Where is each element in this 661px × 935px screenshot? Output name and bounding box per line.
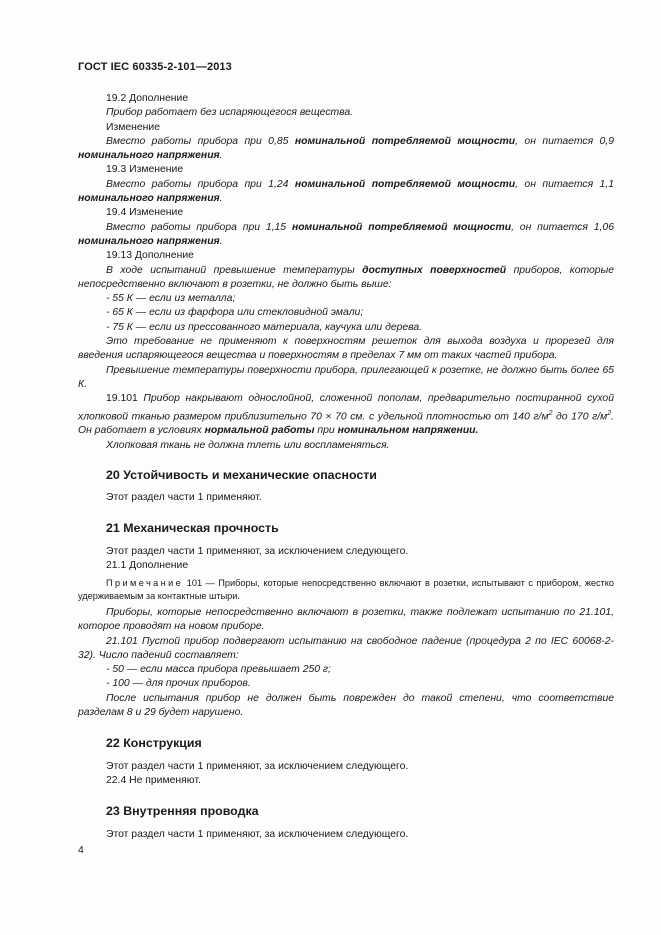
list-item: - 50 — если масса прибора превышает 250 г; (106, 664, 331, 676)
clause-19-13-label: 19.13 Дополнение (106, 250, 194, 262)
clause-19-101-text: 19.101 Прибор накрывают однослойной, сложенной пополам, предварительно постиранной сухой хлопковой тканью размером приблизительно 70 × 70 см. с удельной плотностью от 140 $г/м^2$ до 170 $г/м^2$. Он работает в условиях нормальной работы при номинальном напряжении. (78, 393, 614, 437)
clause-19-2-text: Прибор работает без испаряющегося вещества. (106, 107, 354, 119)
section-21-text: Этот раздел части 1 применяют, за исключением следующего. (106, 545, 409, 557)
clause-19-2-change-label: Изменение (106, 121, 160, 133)
section-20-heading: 20 Устойчивость и механические опасности (106, 467, 377, 482)
clause-19-4-text: Вместо работы прибора при 1,15 номинальной потребляемой мощности, он питается 1,06 номинального напряжения. (78, 221, 614, 247)
list-item: - 100 — для прочих приборов. (106, 678, 251, 690)
clause-19-13-text: В ходе испытаний превышение температуры доступных поверхностей приборов, которые непосредственно включают в розетки, не должно быть выше: (78, 264, 614, 290)
paragraph-also-tested: Приборы, которые непосредственно включают в розетки, также подлежат испытанию по 21.101, которое проводят на новом приборе. (78, 606, 614, 633)
clause-21-1-label: 21.1 Дополнение (106, 560, 189, 572)
paragraph-plug-surface: Превышение температуры поверхности прибора, прилегающей к розетке, не должно быть более 65 К. (78, 364, 614, 390)
clause-19-3-text: Вместо работы прибора при 1,24 номинальной потребляемой мощности, он питается 1,1 номинального напряжения. (78, 178, 614, 205)
note-101: Примечание 101 — Приборы, которые непосредственно включают в розетки, испытывают с прибором, жестко удерживаемым за контактные штыри. (78, 578, 614, 601)
list-item: - 75 К — если из прессованного материала, каучука или дерева. (106, 321, 423, 333)
page-content (78, 92, 614, 842)
list-item: - 65 К — если из фарфора или стекловидной эмали; (106, 307, 364, 319)
section-22-heading: 22 Конструкция (106, 736, 202, 751)
paragraph-after-test: После испытания прибор не должен быть поврежден до такой степени, что соответствие разделам 8 и 29 будет нарушено. (78, 692, 614, 719)
section-21-heading: 21 Механическая прочность (106, 521, 279, 536)
section-22-text: Этот раздел части 1 применяют, за исключением следующего. (106, 760, 409, 772)
clause-19-2-change-text: Вместо работы прибора при 0,85 номинальной потребляемой мощности, он питается 0,9 номинального напряжения. (78, 135, 614, 162)
section-20-text: Этот раздел части 1 применяют. (106, 492, 262, 504)
paragraph-grids: Это требование не применяют к поверхностям решеток для выхода воздуха и прорезей для введения испаряющегося вещества и поверхностям в пределах 7 мм от таких частей прибора. (78, 336, 614, 362)
section-23-heading: 23 Внутренняя проводка (106, 804, 259, 819)
clause-21-101-text: 21.101 Пустой прибор подвергают испытанию на свободное падение (процедура 2 по IEC 60068-2-32). Число падений составляет: (78, 635, 614, 661)
list-item: - 55 К — если из металла; (106, 293, 236, 305)
clause-19-3-label: 19.3 Изменение (106, 164, 184, 176)
document-header: ГОСТ IEC 60335-2-101—2013 (78, 61, 232, 73)
clause-22-4: 22.4 Не применяют. (106, 774, 201, 786)
section-23-text: Этот раздел части 1 применяют, за исключением следующего. (106, 828, 409, 840)
clause-19-4-label: 19.4 Изменение (106, 207, 184, 219)
page-number: 4 (78, 845, 84, 856)
clause-19-2-label: 19.2 Дополнение (106, 93, 189, 104)
paragraph-cloth: Хлопковая ткань не должна тлеть или воспламеняться. (106, 439, 390, 451)
